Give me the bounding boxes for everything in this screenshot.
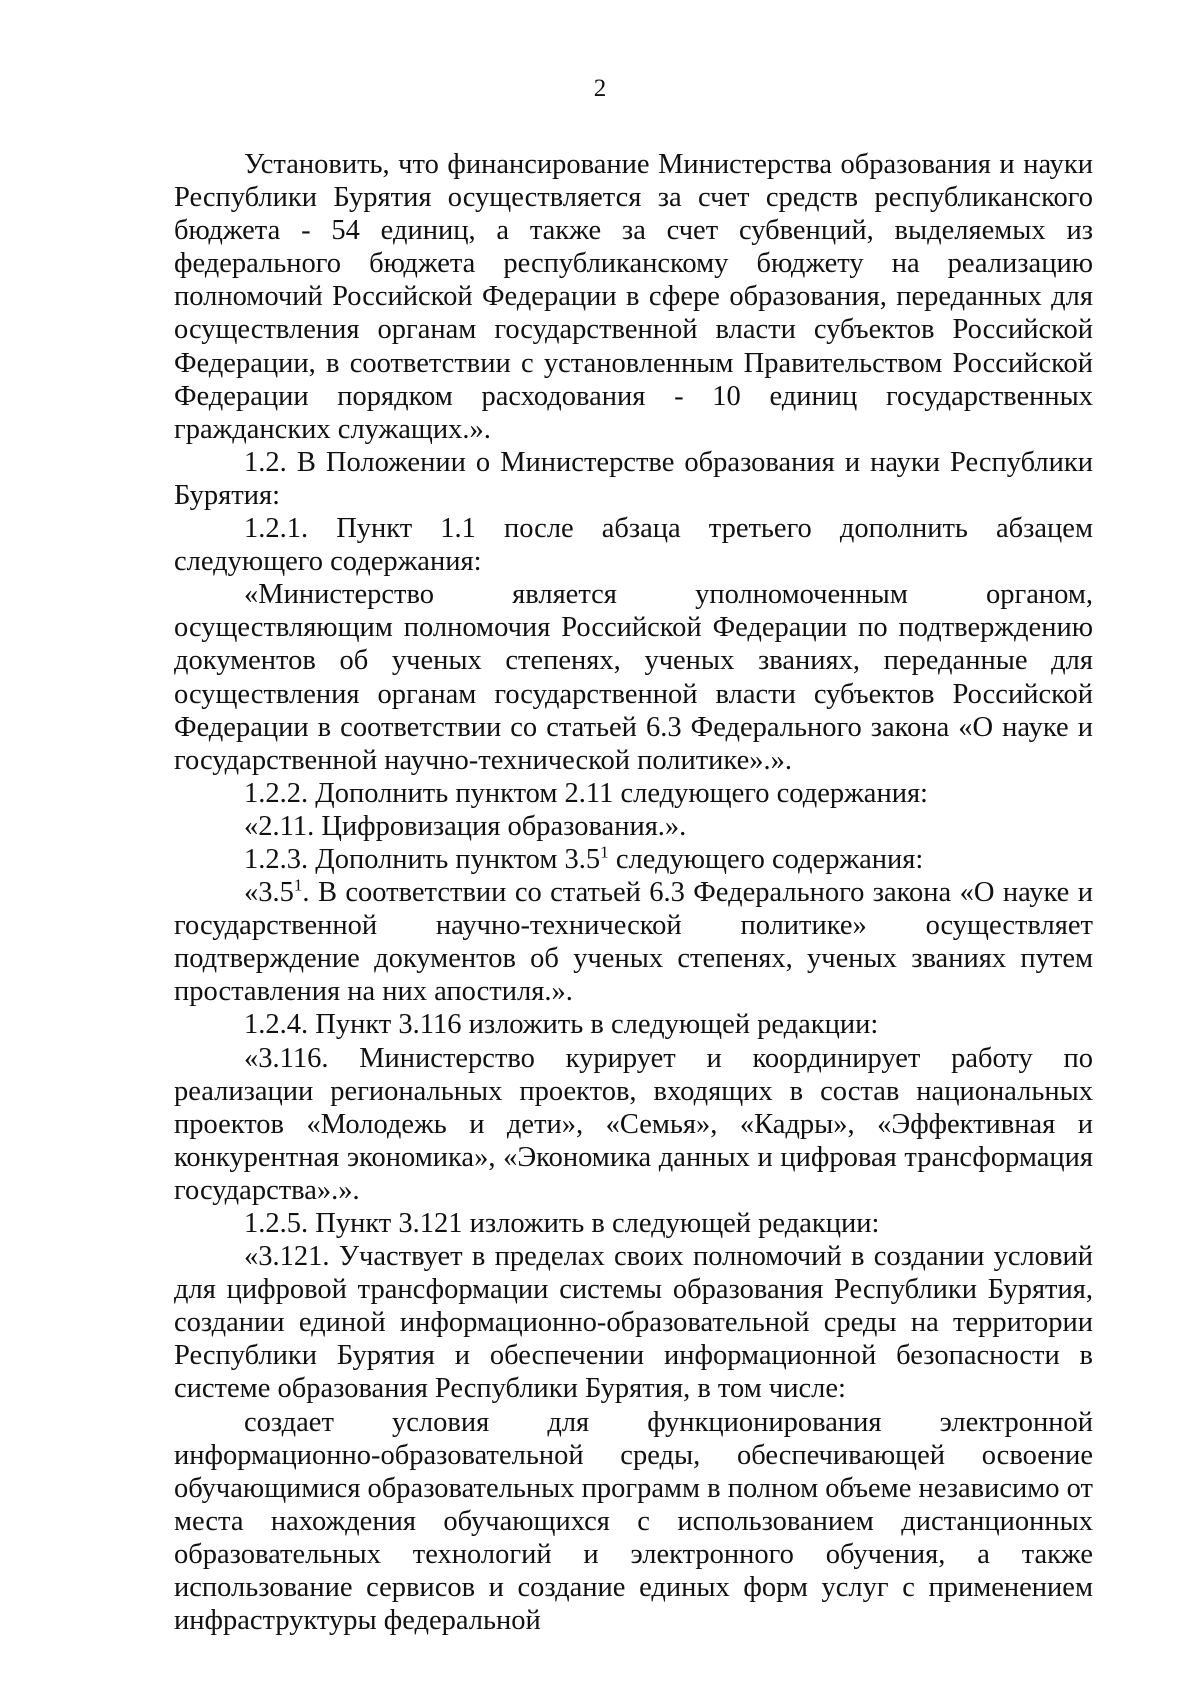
paragraph-text: 1.2. В Положении о Министерстве образования и науки Республики Бурятия:: [174, 446, 1093, 511]
paragraph-item-1-2-2: [174, 777, 1093, 810]
superscript: 1: [600, 842, 609, 862]
paragraph-text: «3.116. Министерство курирует и координирует работу по реализации региональных проектов, входящих в состав национальных проектов «Молодежь и дети», «Семья», «Кадры», «Эффективная и конкурентная экономика», «Экономика данных и цифровая трансформация государства».».: [174, 1042, 1093, 1206]
page-number: 2: [593, 75, 607, 102]
paragraph-quote-3-5-1: [174, 876, 1093, 1008]
paragraph-item-1-2-1: [174, 512, 1093, 578]
paragraph-text: «2.11. Цифровизация образования.».: [244, 810, 687, 842]
paragraph-item-1-2-3: [174, 843, 1093, 876]
paragraph-text-before: «3.5: [244, 877, 294, 909]
paragraph-text: создает условия для функционирования электронной информационно-образовательной среды, обеспечивающей освоение обучающимися образовательных программ в полном объеме независимо от места нахождения обучающихся с использованием дистанционных образовательных технологий и электронного обучения, а также использование сервисов и создание единых форм услуг с применением инфраструктуры федеральной: [174, 1406, 1093, 1637]
paragraph-item-1-2-4: [174, 1008, 1093, 1041]
paragraph-item-1-2: [174, 446, 1093, 512]
paragraph-text: 1.2.2. Дополнить пунктом 2.11 следующего содержания:: [244, 777, 928, 809]
document-body: [174, 148, 1093, 1637]
paragraph-text-after: следующего содержания:: [608, 843, 924, 875]
paragraph-text: «Министерство является уполномоченным органом, осуществляющим полномочия Российской Федерации по подтверждению документов об ученых степенях, ученых званиях, переданные для осуществления органам государственной власти субъектов Российской Федерации в соответствии со статьей 6.3 Федерального закона «О науке и государственной научно-технической политике».».: [174, 579, 1093, 776]
paragraph-text: 1.2.4. Пункт 3.116 изложить в следующей редакции:: [244, 1009, 879, 1041]
paragraph-text: «3.121. Участвует в пределах своих полномочий в создании условий для цифровой трансформации системы образования Республики Бурятия, создании единой информационно-образовательной среды на территории Республики Бурятия и обеспечении информационной безопасности в системе образования Республики Бурятия, в том числе:: [174, 1241, 1093, 1405]
paragraph-text: Установить, что финансирование Министерства образования и науки Республики Бурятия осуществляется за счет средств республиканского бюджета - 54 единиц, а также за счет субвенций, выделяемых из федерального бюджета республиканскому бюджету на реализацию полномочий Российской Федерации в сфере образования, переданных для осуществления органам государственной власти субъектов Российской Федерации, в соответствии с установленным Правительством Российской Федерации порядком расходования - 10 единиц государственных гражданских служащих.».: [174, 149, 1093, 445]
paragraph-item-1-2-5: [174, 1207, 1093, 1240]
paragraph-text-after: . В соответствии со статьей 6.3 Федерального закона «О науке и государственной научно-технической политике» осуществляет подтверждение документов об ученых степенях, ученых званиях путем проставления на них апостиля.».: [174, 877, 1093, 1008]
paragraph-text: 1.2.1. Пункт 1.1 после абзаца третьего дополнить абзацем следующего содержания:: [174, 513, 1093, 578]
paragraph-quote-ministry-authority: [174, 578, 1093, 777]
paragraph-staffing-financing: [174, 148, 1093, 446]
paragraph-electronic-environment: [174, 1406, 1093, 1638]
paragraph-quote-3-116: [174, 1042, 1093, 1207]
paragraph-quote-3-121: [174, 1240, 1093, 1405]
paragraph-quote-2-11: [174, 810, 1093, 843]
superscript: 1: [293, 875, 303, 895]
paragraph-text: 1.2.5. Пункт 3.121 изложить в следующей редакции:: [244, 1208, 880, 1239]
paragraph-text-before: 1.2.3. Дополнить пунктом 3.5: [244, 843, 601, 875]
